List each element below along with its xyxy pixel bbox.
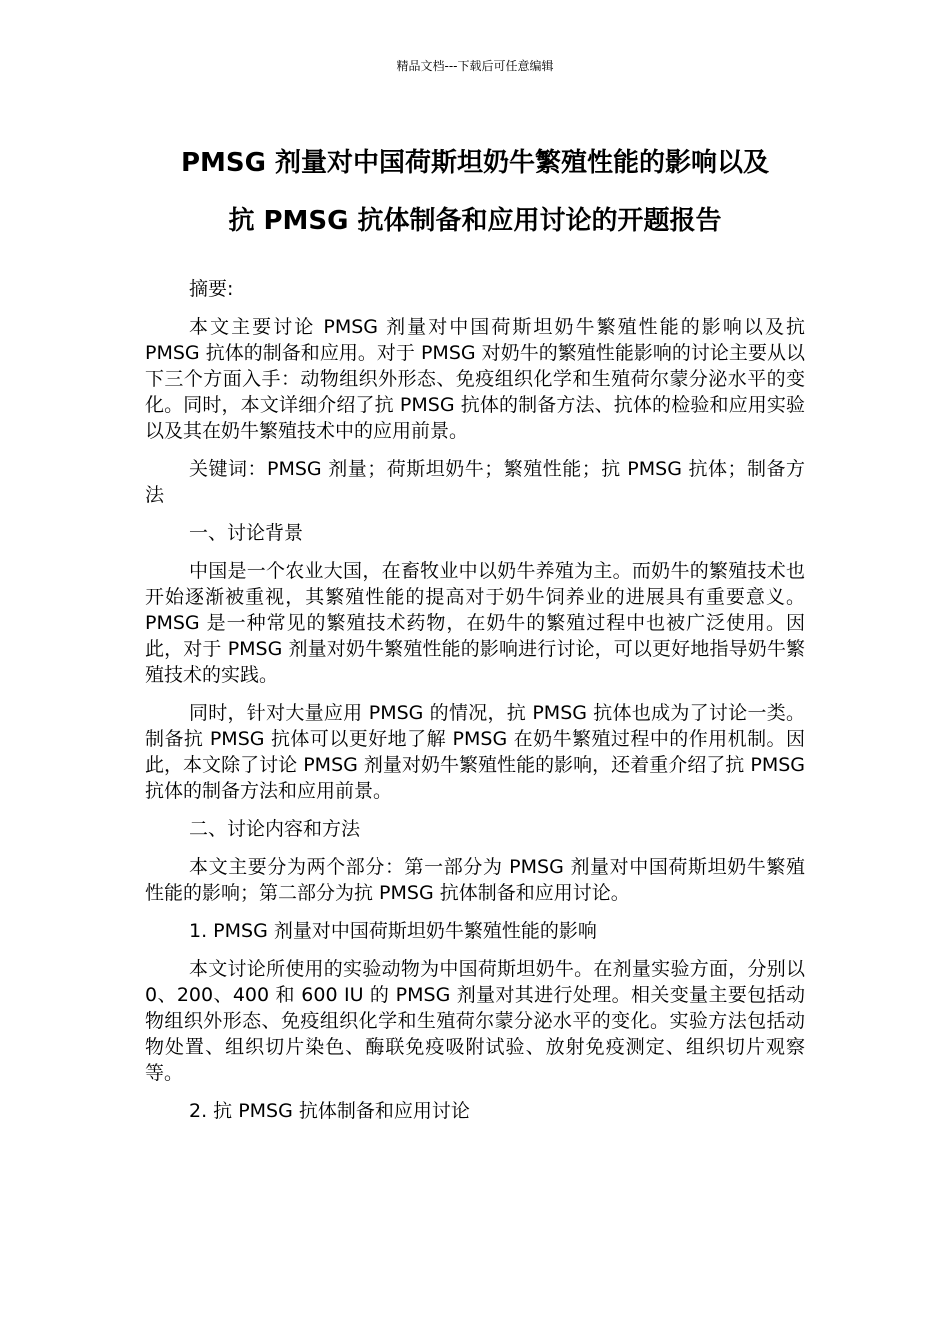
background-paragraph-2: 同时，针对大量应用 PMSG 的情况，抗 PMSG 抗体也成为了讨论一类。制备抗 PMSG 抗体可以更好地了解 PMSG 在奶牛繁殖过程中的作用机制。因此，本文除了讨论 PMSG 剂量对奶牛繁殖性能的影响，还着重介绍了抗 PMSG 抗体的制备方法和应用前景。 [145,702,805,802]
document-body [145,276,805,1136]
document-title [120,134,830,250]
keywords-paragraph: 关键词：PMSG 剂量；荷斯坦奶牛；繁殖性能；抗 PMSG 抗体；制备方法 [145,458,805,506]
subsection-1-paragraph: 本文讨论所使用的实验动物为中国荷斯坦奶牛。在剂量实验方面，分别以 0、200、400 和 600 IU 的 PMSG 剂量对其进行处理。相关变量主要包括动物组织外形态、免疫组织化学和生殖荷尔蒙分泌水平的变化。实验方法包括动物处置、组织切片染色、酶联免疫吸附试验、放射免疫测定、组织切片观察等。 [145,958,805,1084]
section-heading-background: 一、讨论背景 [189,522,304,544]
header-note: 精品文档---下载后可任意编辑 [396,59,554,73]
title-line-2: 抗 PMSG 抗体制备和应用讨论的开题报告 [228,206,722,236]
abstract-heading: 摘要: [189,278,234,300]
methods-overview-paragraph: 本文主要分为两个部分：第一部分为 PMSG 剂量对中国荷斯坦奶牛繁殖性能的影响；第二部分为抗 PMSG 抗体制备和应用讨论。 [145,856,805,904]
abstract-paragraph: 本文主要讨论 PMSG 剂量对中国荷斯坦奶牛繁殖性能的影响以及抗 PMSG 抗体的制备和应用。对于 PMSG 对奶牛的繁殖性能影响的讨论主要从以下三个方面入手：动物组织外形态、免疫组织化学和生殖荷尔蒙分泌水平的变化。同时，本文详细介绍了抗 PMSG 抗体的制备方法、抗体的检验和应用实验以及其在奶牛繁殖技术中的应用前景。 [145,316,805,442]
subsection-heading-1: 1. PMSG 剂量对中国荷斯坦奶牛繁殖性能的影响 [189,920,597,942]
section-heading-methods: 二、讨论内容和方法 [189,818,361,840]
title-line-1: PMSG 剂量对中国荷斯坦奶牛繁殖性能的影响以及 [180,148,770,178]
background-paragraph-1: 中国是一个农业大国，在畜牧业中以奶牛养殖为主。而奶牛的繁殖技术也开始逐渐被重视，其繁殖性能的提高对于奶牛饲养业的进展具有重要意义。PMSG 是一种常见的繁殖技术药物，在奶牛的繁殖过程中也被广泛使用。因此，对于 PMSG 剂量对奶牛繁殖性能的影响进行讨论，可以更好地指导奶牛繁殖技术的实践。 [145,560,805,686]
subsection-heading-2: 2. 抗 PMSG 抗体制备和应用讨论 [189,1100,470,1122]
